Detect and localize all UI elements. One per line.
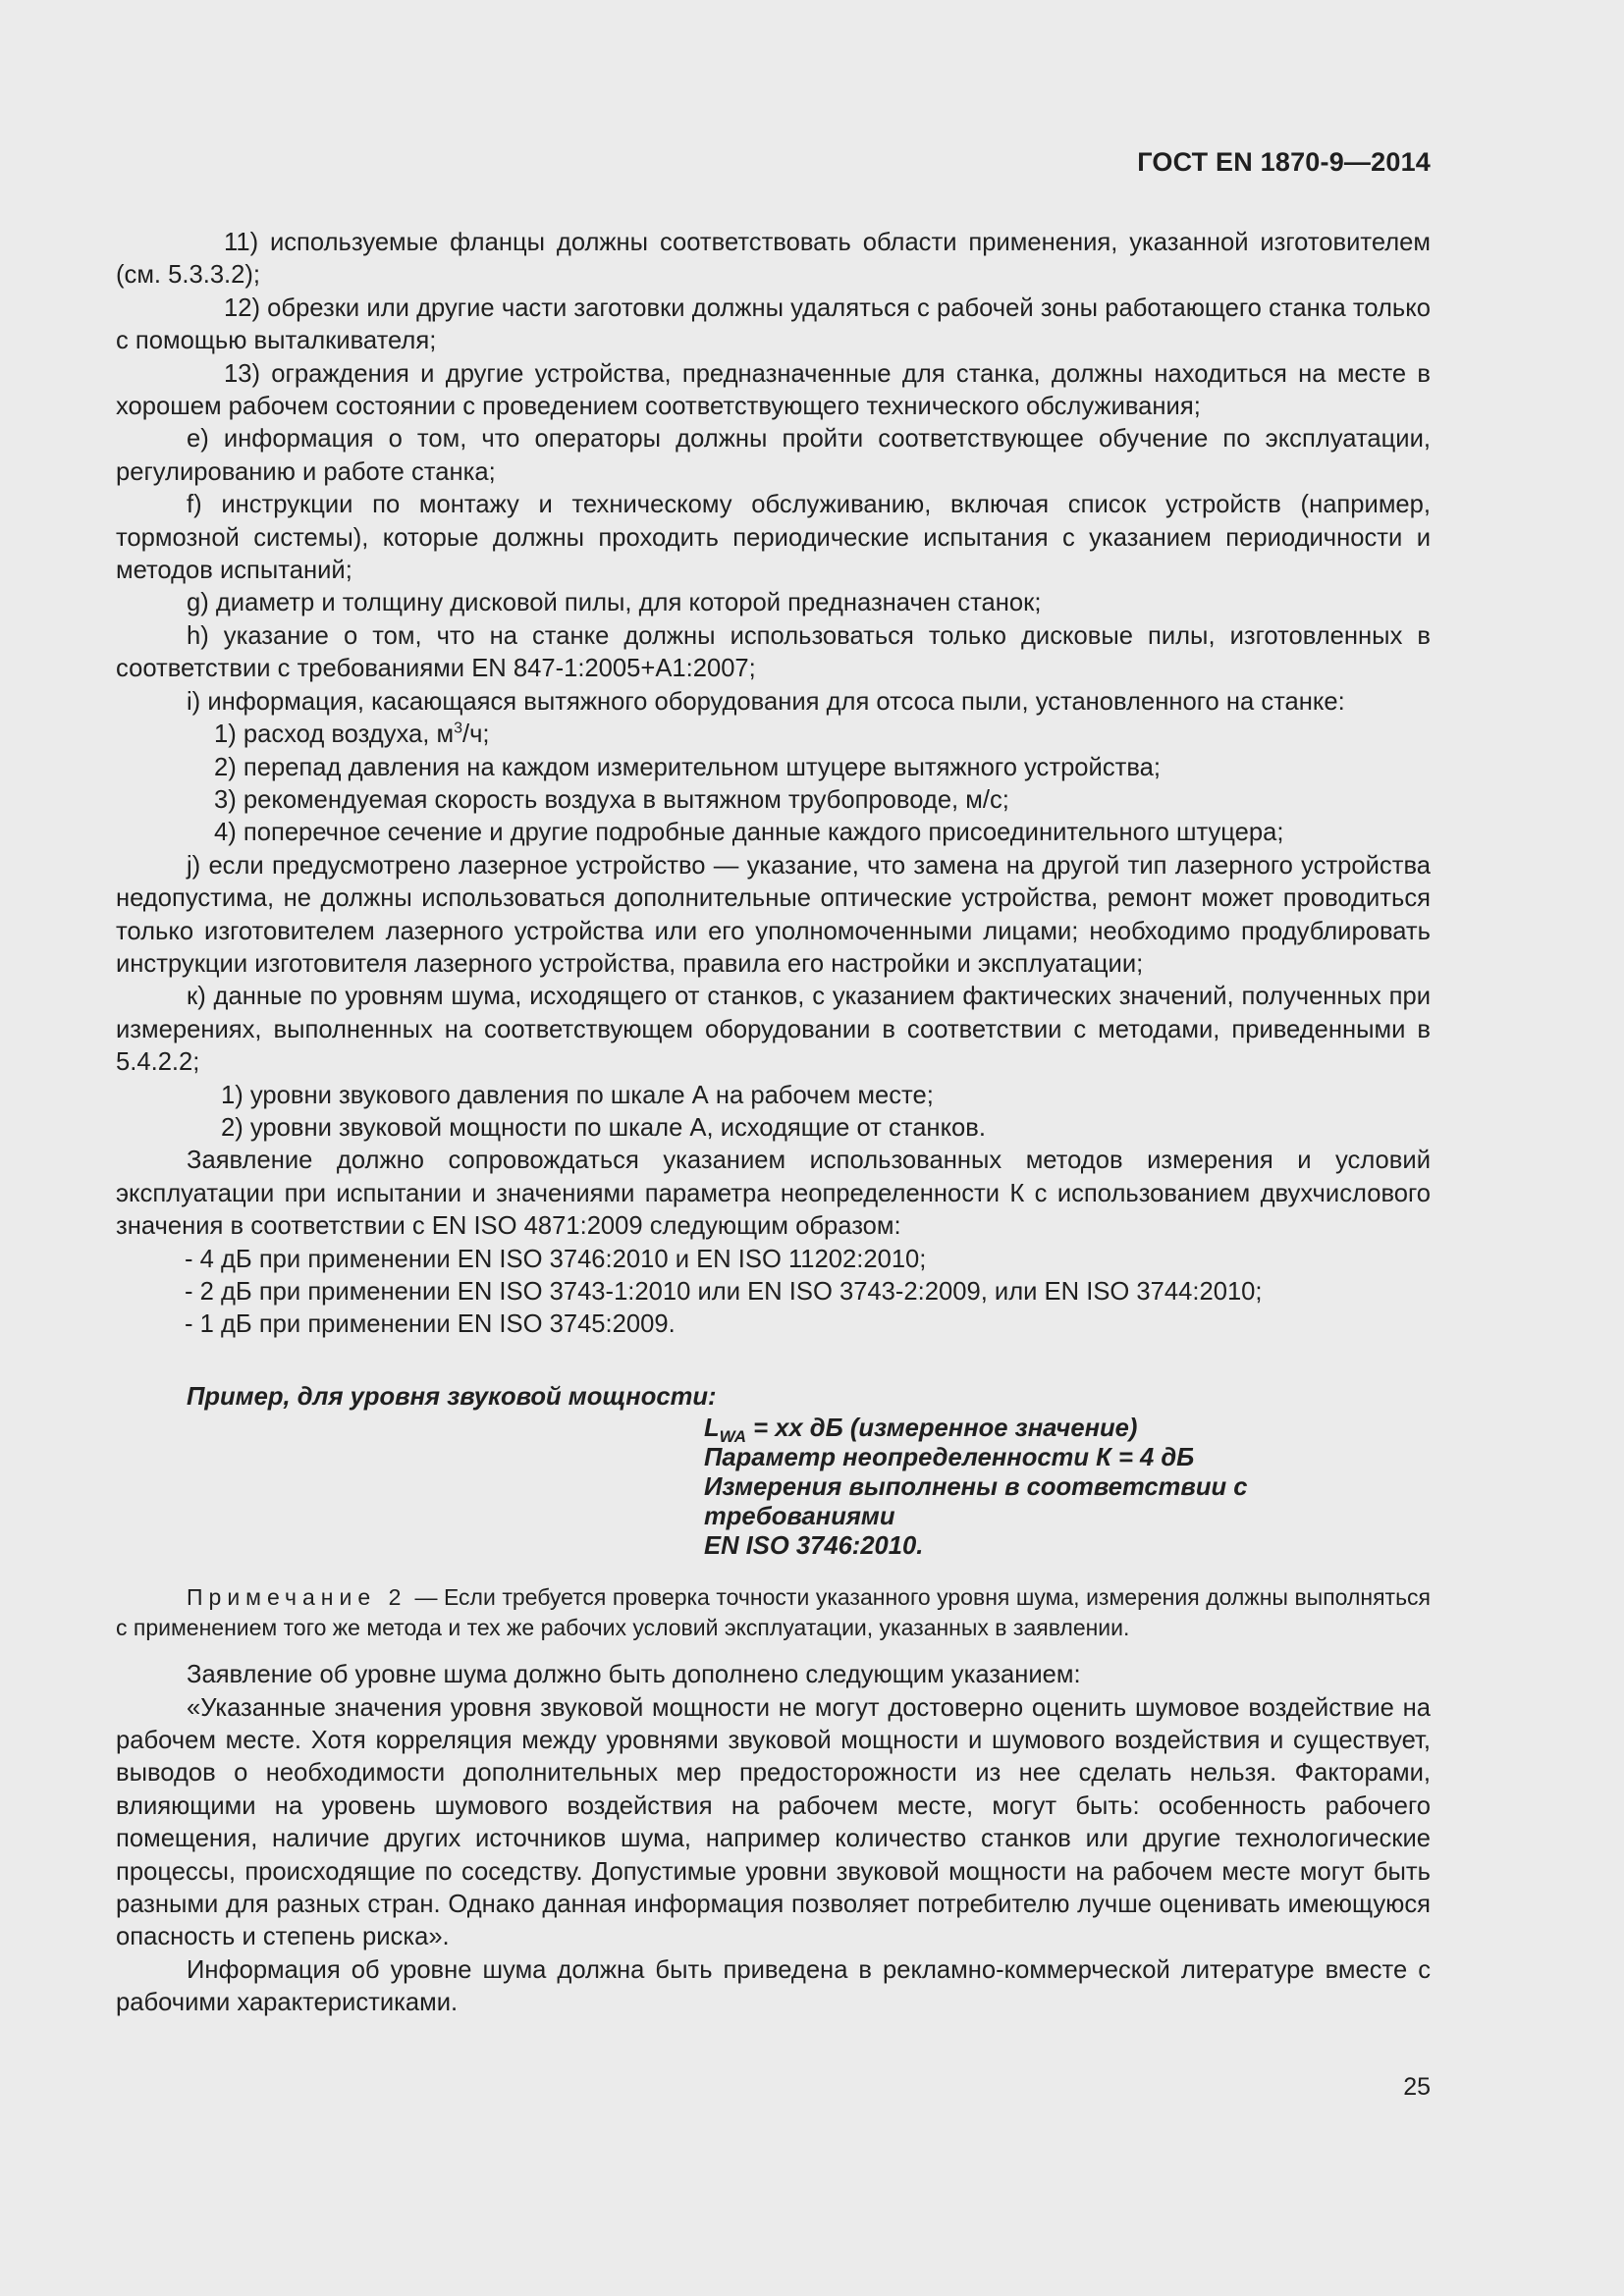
item-i-1-sup: 3: [454, 720, 462, 737]
item-i-1-suffix: /ч;: [461, 721, 490, 749]
closing-paragraph-2: «Указанные значения уровня звуковой мощности не могут достоверно оценить шумовое воздействие на рабочем месте. Хотя корреляция между уровнями звуковой мощности и шумового воздействия и существует, выводов о необходимости дополнительных мер предосторожности из нее сделать нельзя. Факторами, влияющими на уровень шумового воздействия на рабочем месте, могут быть: особенность рабочего помещения, наличие других источников шума, например количество станков или другие технологические процессы, происходящие по соседству. Допустимые уровни звуковой мощности на рабочем месте могут быть разными для разных стран. Однако данная информация позволяет потребителю лучше оценивать имеющуюся опасность и степень риска».: [116, 1693, 1431, 1951]
item-k-2: 2) уровни звуковой мощности по шкале А, исходящие от станков.: [221, 1113, 986, 1142]
example-line-1: [704, 1414, 1431, 1447]
note-2: [116, 1582, 1431, 1643]
example-block: [704, 1414, 1431, 1561]
item-j: j) если предусмотрено лазерное устройство — указание, что замена на другой тип лазерного устройства недопустима, не должны использоваться дополнительные оптические устройства, ремонт может проводиться только изготовителем лазерного устройства или его уполномоченными лицами; необходимо продублировать инструкции изготовителя лазерного устройства, правила его настройки и эксплуатации;: [116, 851, 1431, 978]
item-g: g) диаметр и толщину дисковой пилы, для которой предназначен станок;: [187, 589, 1042, 617]
item-i-1: [116, 719, 1431, 751]
example-line-2: Параметр неопределенности К = 4 дБ: [704, 1444, 1195, 1472]
closing-paragraph-3: Информация об уровне шума должна быть приведена в рекламно-коммерческой литературе вместе с рабочими характеристиками.: [116, 1955, 1431, 2017]
page-number: 25: [1403, 2073, 1431, 2101]
item-11: 11) используемые фланцы должны соответствовать области применения, указанной изготовителем (см. 5.3.3.2);: [116, 229, 1431, 290]
spacer: [116, 1342, 1431, 1381]
example-l-rest: = хх дБ (измеренное значение): [746, 1415, 1138, 1443]
item-i-2: 2) перепад давления на каждом измерительном штуцере вытяжного устройства;: [214, 753, 1162, 781]
note-text: — Если требуется проверка точности указанного уровня шума, измерения должны выполняться с применением того же метода и тех же рабочих условий эксплуатации, указанных в заявлении.: [116, 1584, 1432, 1641]
item-f: f) инструкции по монтажу и техническому обслуживанию, включая список устройств (например, тормозной системы), которые должны проходить периодические испытания с указанием периодичности и методов испытаний;: [116, 491, 1431, 585]
item-12: 12) обрезки или другие части заготовки должны удаляться с рабочей зоны работающего станка только с помощью выталкивателя;: [116, 294, 1431, 355]
closing-paragraph-1: Заявление об уровне шума должно быть дополнено следующим указанием:: [187, 1661, 1081, 1689]
item-i-1-prefix: 1) расход воздуха, м: [214, 721, 455, 749]
item-i: i) информация, касающаяся вытяжного оборудования для отсоса пыли, установленного на станке:: [187, 687, 1345, 716]
example-label: Пример, для уровня звуковой мощности:: [187, 1382, 717, 1411]
item-i-3: 3) рекомендуемая скорость воздуха в вытяжном трубопроводе, м/с;: [214, 785, 1009, 814]
item-h: h) указание о том, что на станке должны использоваться только дисковые пилы, изготовленных в соответствии с требованиями EN 847-1:2005+A1:2007;: [116, 621, 1431, 683]
statement-paragraph: Заявление должно сопровождаться указанием использованных методов измерения и условий эксплуатации при испытании и значениями параметра неопределенности К с использованием двухчислового значения в соответствии с EN ISO 4871:2009 следующим образом:: [116, 1147, 1431, 1241]
dash-item-2: - 2 дБ при применении EN ISO 3743-1:2010 или EN ISO 3743-2:2009, или EN ISO 3744:2010;: [185, 1278, 1263, 1306]
example-l-sub: WA: [719, 1427, 747, 1447]
page-body: [116, 227, 1431, 2020]
example-l-symbol: L: [704, 1415, 720, 1443]
note-label: Примечание 2: [187, 1584, 407, 1611]
dash-item-3: - 1 дБ при применении EN ISO 3745:2009.: [185, 1310, 676, 1339]
item-k: к) данные по уровням шума, исходящего от станков, с указанием фактических значений, полученных при измерениях, выполненных на соответствующем оборудовании в соответствии с методами, приведенными в 5.4.2.2;: [116, 983, 1431, 1077]
example-line-3: Измерения выполнены в соответствии с требованиями: [704, 1473, 1248, 1531]
item-13: 13) ограждения и другие устройства, предназначенные для станка, должны находиться на месте в хорошем рабочем состоянии с проведением соответствующего технического обслуживания;: [116, 359, 1431, 421]
document-header: ГОСТ EN 1870-9—2014: [1137, 147, 1431, 177]
dash-item-1: - 4 дБ при применении EN ISO 3746:2010 и EN ISO 11202:2010;: [185, 1245, 927, 1273]
item-i-4: 4) поперечное сечение и другие подробные данные каждого присоединительного штуцера;: [214, 819, 1284, 847]
example-line-4: EN ISO 3746:2010.: [704, 1532, 924, 1561]
item-e: e) информация о том, что операторы должны пройти соответствующее обучение по эксплуатации, регулированию и работе станка;: [116, 425, 1431, 486]
item-k-1: 1) уровни звукового давления по шкале А на рабочем месте;: [221, 1081, 934, 1109]
